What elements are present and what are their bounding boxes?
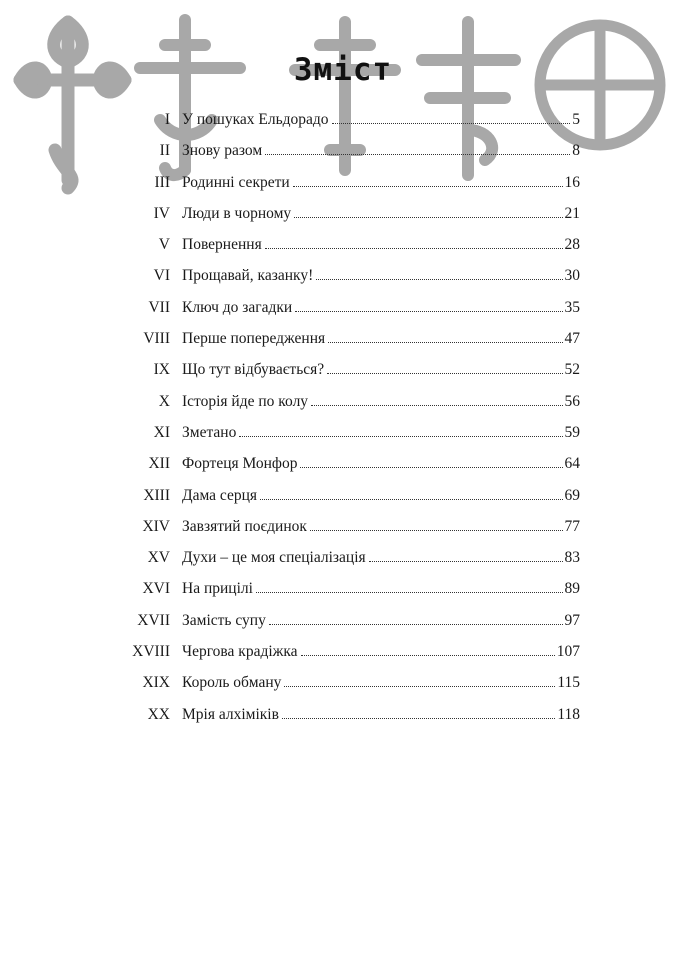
toc-entry[interactable] bbox=[120, 580, 580, 611]
dot-leader bbox=[282, 718, 555, 719]
toc-entry[interactable] bbox=[120, 299, 580, 330]
chapter-title: Чергова крадіжка bbox=[182, 643, 298, 661]
dot-leader bbox=[256, 592, 563, 593]
chapter-number: XV bbox=[147, 549, 170, 567]
chapter-title: Фортеця Монфор bbox=[182, 455, 298, 473]
toc-entry[interactable] bbox=[120, 518, 580, 549]
toc-entry[interactable] bbox=[120, 549, 580, 580]
page-number: 83 bbox=[564, 549, 580, 567]
dot-leader bbox=[369, 561, 563, 562]
chapter-title: У пошуках Ельдорадо bbox=[182, 111, 329, 128]
chapter-title: Що тут відбувається? bbox=[182, 361, 325, 379]
page-number: 5 bbox=[572, 111, 580, 128]
toc-entry[interactable] bbox=[120, 674, 580, 705]
toc-entry[interactable] bbox=[120, 612, 580, 643]
toc-entry[interactable] bbox=[120, 174, 580, 205]
toc-entry[interactable] bbox=[120, 706, 580, 737]
dot-leader bbox=[311, 405, 562, 406]
dot-leader bbox=[328, 342, 562, 343]
chapter-title: Повернення bbox=[182, 236, 262, 254]
page-number: 8 bbox=[572, 142, 580, 160]
page-number: 89 bbox=[564, 580, 580, 598]
page-number: 97 bbox=[564, 611, 580, 629]
chapter-number: VII bbox=[148, 298, 170, 316]
chapter-number: II bbox=[159, 142, 170, 160]
dot-leader bbox=[327, 373, 562, 374]
dot-leader bbox=[265, 248, 563, 249]
page-title: Зміст bbox=[293, 52, 393, 88]
toc-entry[interactable] bbox=[120, 236, 580, 267]
chapter-title: Зметано bbox=[182, 423, 237, 441]
toc-entry[interactable] bbox=[120, 643, 580, 674]
chapter-number: VIII bbox=[143, 330, 170, 348]
toc-entry[interactable] bbox=[120, 455, 580, 486]
toc-entry[interactable] bbox=[120, 330, 580, 361]
chapter-number: XIII bbox=[143, 486, 170, 504]
page-number: 64 bbox=[564, 455, 580, 473]
chapter-number: X bbox=[158, 392, 170, 410]
toc-entry[interactable] bbox=[120, 111, 580, 142]
chapter-title: Прощавай, казанку! bbox=[182, 267, 314, 285]
page-number: 56 bbox=[564, 392, 580, 410]
chapter-number: I bbox=[164, 111, 170, 128]
dot-leader bbox=[269, 624, 563, 625]
chapter-number: IX bbox=[153, 361, 170, 379]
chapter-number: XX bbox=[147, 705, 170, 723]
chapter-title: Духи – це моя спеціалізація bbox=[182, 549, 366, 567]
chapter-number: XIX bbox=[142, 674, 170, 692]
page-number: 107 bbox=[556, 643, 580, 661]
chapter-number: VI bbox=[153, 267, 170, 285]
dot-leader bbox=[294, 217, 562, 218]
page-number: 21 bbox=[564, 204, 580, 222]
toc-entry[interactable] bbox=[120, 393, 580, 424]
fleur-cross-icon bbox=[20, 22, 125, 188]
chapter-number: III bbox=[154, 173, 170, 191]
chapter-title: Знову разом bbox=[182, 142, 263, 160]
page-number: 28 bbox=[564, 236, 580, 254]
table-of-contents bbox=[120, 111, 580, 737]
dot-leader bbox=[310, 530, 563, 531]
toc-entry[interactable] bbox=[120, 424, 580, 455]
dot-leader bbox=[265, 154, 570, 155]
page-number: 115 bbox=[557, 674, 580, 692]
dot-leader bbox=[260, 499, 562, 500]
chapter-number: XII bbox=[148, 455, 170, 473]
dot-leader bbox=[284, 686, 555, 687]
chapter-title: Люди в чорному bbox=[182, 204, 292, 222]
chapter-title: Дама серця bbox=[182, 486, 258, 504]
chapter-title: Родинні секрети bbox=[182, 173, 290, 191]
chapter-number: IV bbox=[153, 204, 170, 222]
chapter-number: XVIII bbox=[132, 643, 170, 661]
chapter-title: Мрія алхіміків bbox=[182, 705, 279, 723]
page-number: 59 bbox=[564, 423, 580, 441]
page-number: 77 bbox=[564, 517, 580, 535]
chapter-title: Перше попередження bbox=[182, 330, 326, 348]
chapter-number: V bbox=[158, 236, 170, 254]
page-number: 30 bbox=[564, 267, 580, 285]
dot-leader bbox=[295, 311, 562, 312]
dot-leader bbox=[332, 123, 571, 124]
toc-entry[interactable] bbox=[120, 487, 580, 518]
toc-entry[interactable] bbox=[120, 142, 580, 173]
toc-entry[interactable] bbox=[120, 267, 580, 298]
dot-leader bbox=[239, 436, 562, 437]
page-number: 47 bbox=[564, 330, 580, 348]
page-number: 118 bbox=[557, 705, 580, 723]
chapter-title: Король обману bbox=[182, 674, 282, 692]
page-number: 52 bbox=[564, 361, 580, 379]
page-number: 69 bbox=[564, 486, 580, 504]
chapter-number: XVII bbox=[137, 611, 170, 629]
dot-leader bbox=[300, 467, 562, 468]
toc-entry[interactable] bbox=[120, 205, 580, 236]
chapter-number: XIV bbox=[142, 517, 170, 535]
dot-leader bbox=[293, 186, 563, 187]
dot-leader bbox=[316, 279, 562, 280]
toc-entry[interactable] bbox=[120, 361, 580, 392]
chapter-title: Замість супу bbox=[182, 611, 266, 629]
chapter-number: XI bbox=[153, 423, 170, 441]
chapter-title: Ключ до загадки bbox=[182, 298, 293, 316]
dot-leader bbox=[301, 655, 555, 656]
chapter-title: На прицілі bbox=[182, 580, 253, 598]
chapter-title: Історія йде по колу bbox=[182, 392, 309, 410]
page-number: 35 bbox=[564, 298, 580, 316]
chapter-number: XVI bbox=[142, 580, 170, 598]
chapter-title: Завзятий поєдинок bbox=[182, 517, 307, 535]
page-number: 16 bbox=[564, 173, 580, 191]
